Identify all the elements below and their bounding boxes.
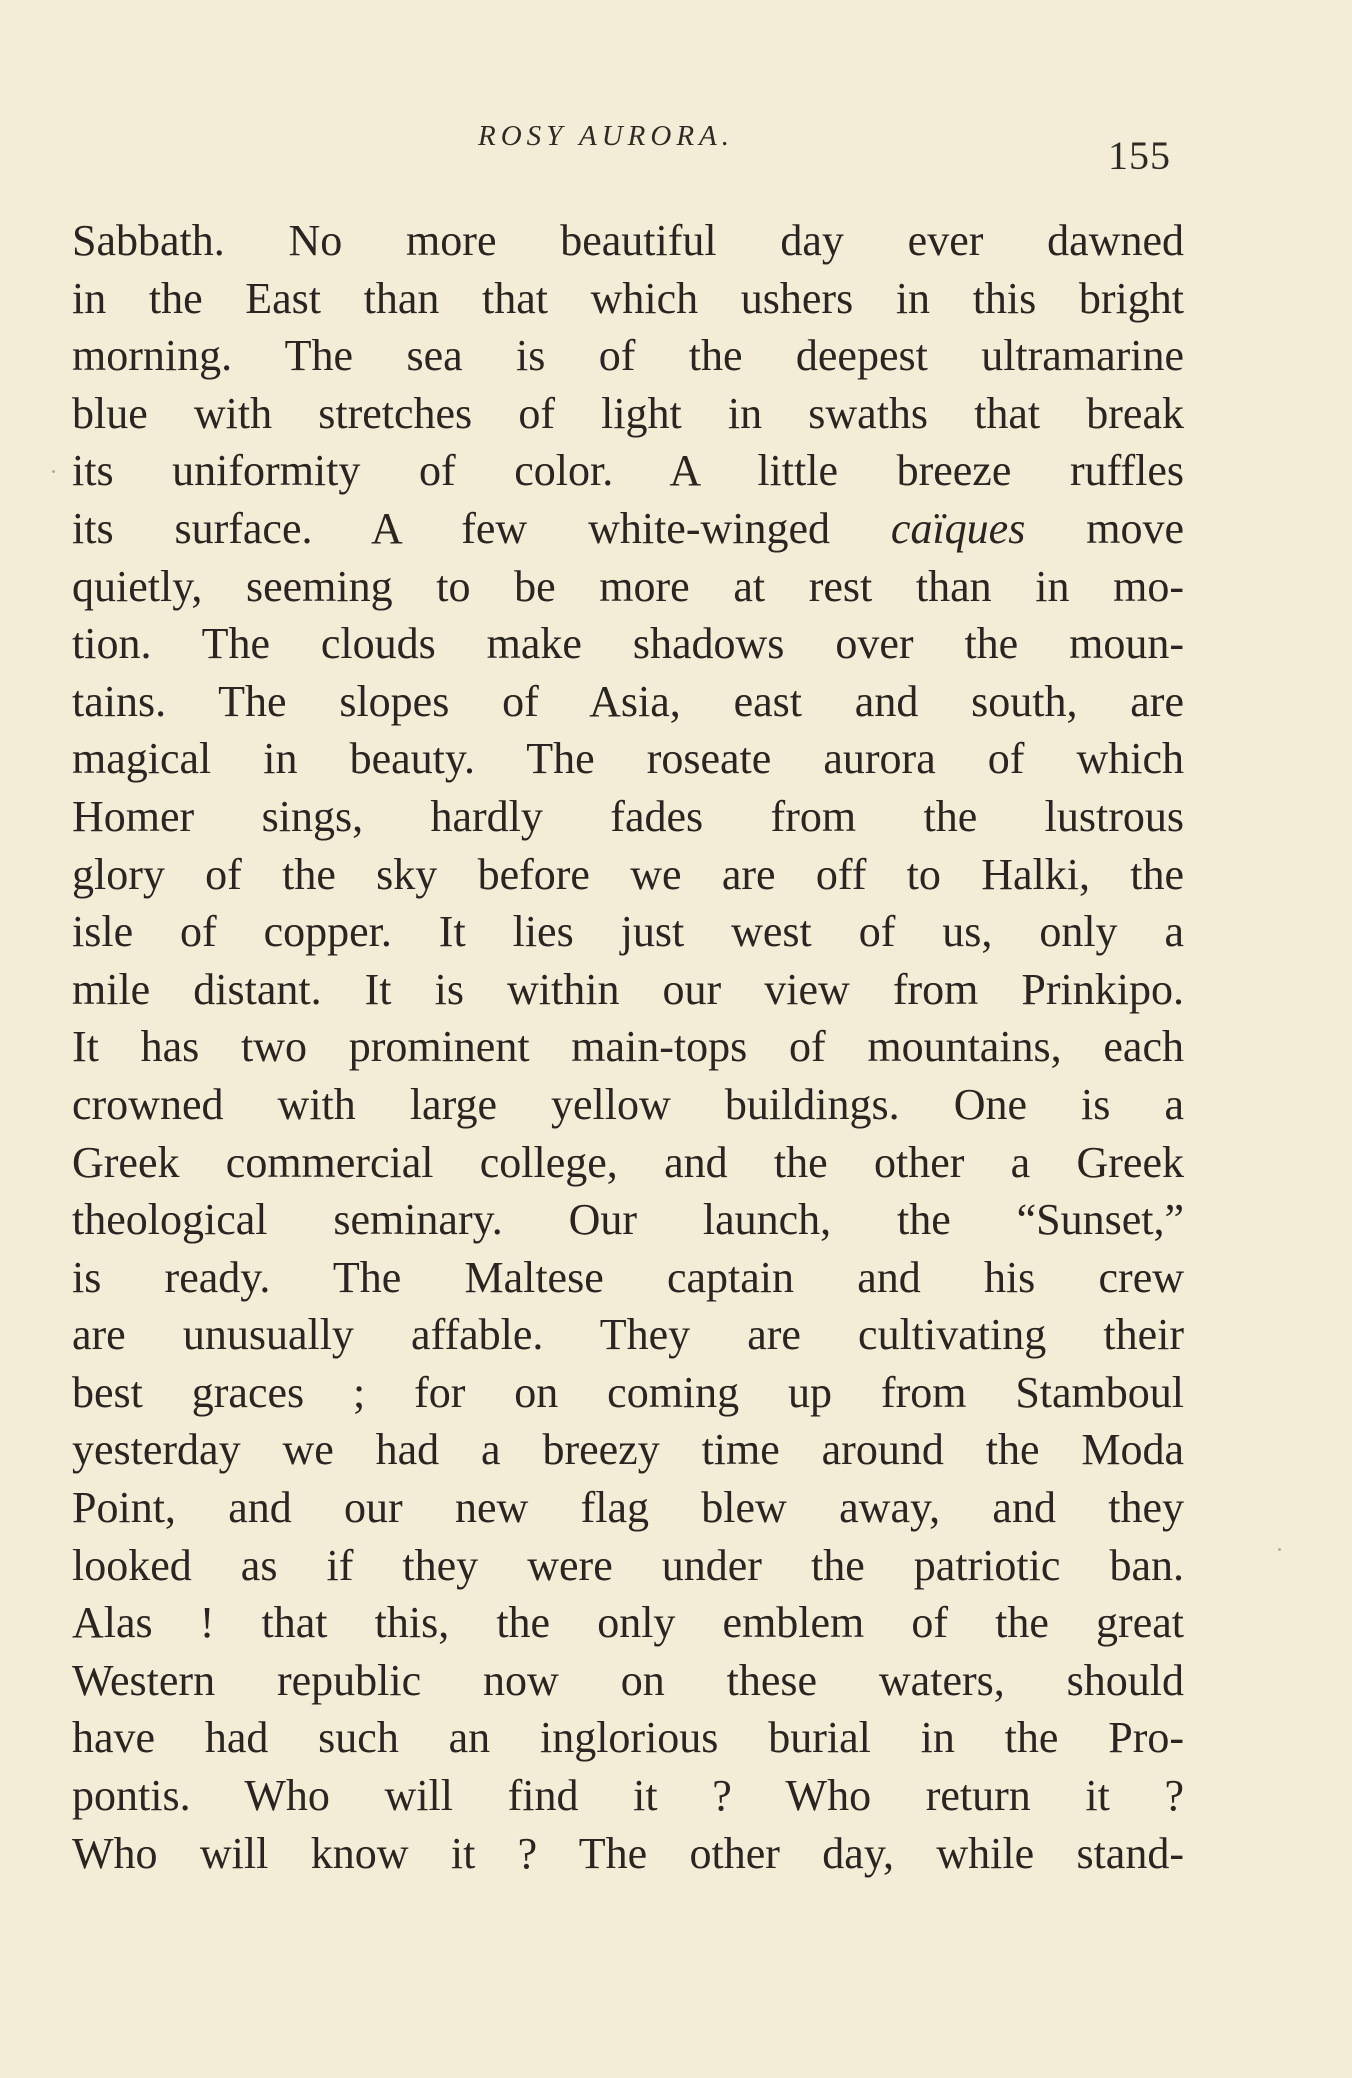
text-line: yesterday we had a breezy time around the Moda xyxy=(72,1425,1184,1475)
body-text xyxy=(72,212,1184,1882)
text-line: It has two prominent main-tops of mountains, each xyxy=(72,1022,1184,1072)
text-line: crowned with large yellow buildings. One is a xyxy=(72,1079,1184,1129)
text-line: tion. The clouds make shadows over the moun- xyxy=(72,619,1184,669)
text-line: looked as if they were under the patriotic ban. xyxy=(72,1540,1184,1590)
text-line: Greek commercial college, and the other a Greek xyxy=(72,1137,1184,1187)
text-line: pontis. Who will find it ? Who return it ? xyxy=(72,1771,1184,1821)
text-segment: move xyxy=(1025,503,1184,553)
text-line: glory of the sky before we are off to Halki, the xyxy=(72,849,1184,899)
text-line: magical in beauty. The roseate aurora of which xyxy=(72,734,1184,784)
text-line: best graces ; for on coming up from Stamboul xyxy=(72,1367,1184,1417)
text-line: Homer sings, hardly fades from the lustrous xyxy=(72,791,1184,841)
text-line-with-italic xyxy=(72,500,1184,558)
text-line: its uniformity of color. A little breeze ruffles xyxy=(72,446,1184,496)
running-head-title: ROSY AURORA. xyxy=(478,120,735,152)
text-line: Point, and our new flag blew away, and they xyxy=(72,1483,1184,1533)
text-line: in the East than that which ushers in this bright xyxy=(72,273,1184,323)
text-line: Who will know it ? The other day, while stand- xyxy=(72,1828,1184,1878)
text-line: mile distant. It is within our view from Prinkipo. xyxy=(72,964,1184,1014)
text-line: is ready. The Maltese captain and his crew xyxy=(72,1252,1184,1302)
paper-speck xyxy=(52,470,55,473)
text-line: Alas ! that this, the only emblem of the great xyxy=(72,1598,1184,1648)
text-line: theological seminary. Our launch, the “Sunset,” xyxy=(72,1195,1184,1245)
text-line: Western republic now on these waters, should xyxy=(72,1655,1184,1705)
text-line: tains. The slopes of Asia, east and south, are xyxy=(72,676,1184,726)
text-line: isle of copper. It lies just west of us, only a xyxy=(72,907,1184,957)
text-line: blue with stretches of light in swaths that break xyxy=(72,388,1184,438)
paper-speck xyxy=(1278,1548,1281,1551)
text-line: are unusually affable. They are cultivating their xyxy=(72,1310,1184,1360)
text-line: Sabbath. No more beautiful day ever dawned xyxy=(72,216,1184,265)
text-line: morning. The sea is of the deepest ultramarine xyxy=(72,331,1184,381)
text-line: have had such an inglorious burial in the Pro- xyxy=(72,1713,1184,1763)
text-line: quietly, seeming to be more at rest than in mo- xyxy=(72,561,1184,611)
page-number: 155 xyxy=(1108,133,1171,178)
text-segment: its surface. A few white-winged xyxy=(72,503,891,553)
italic-word: caïques xyxy=(890,503,1026,553)
